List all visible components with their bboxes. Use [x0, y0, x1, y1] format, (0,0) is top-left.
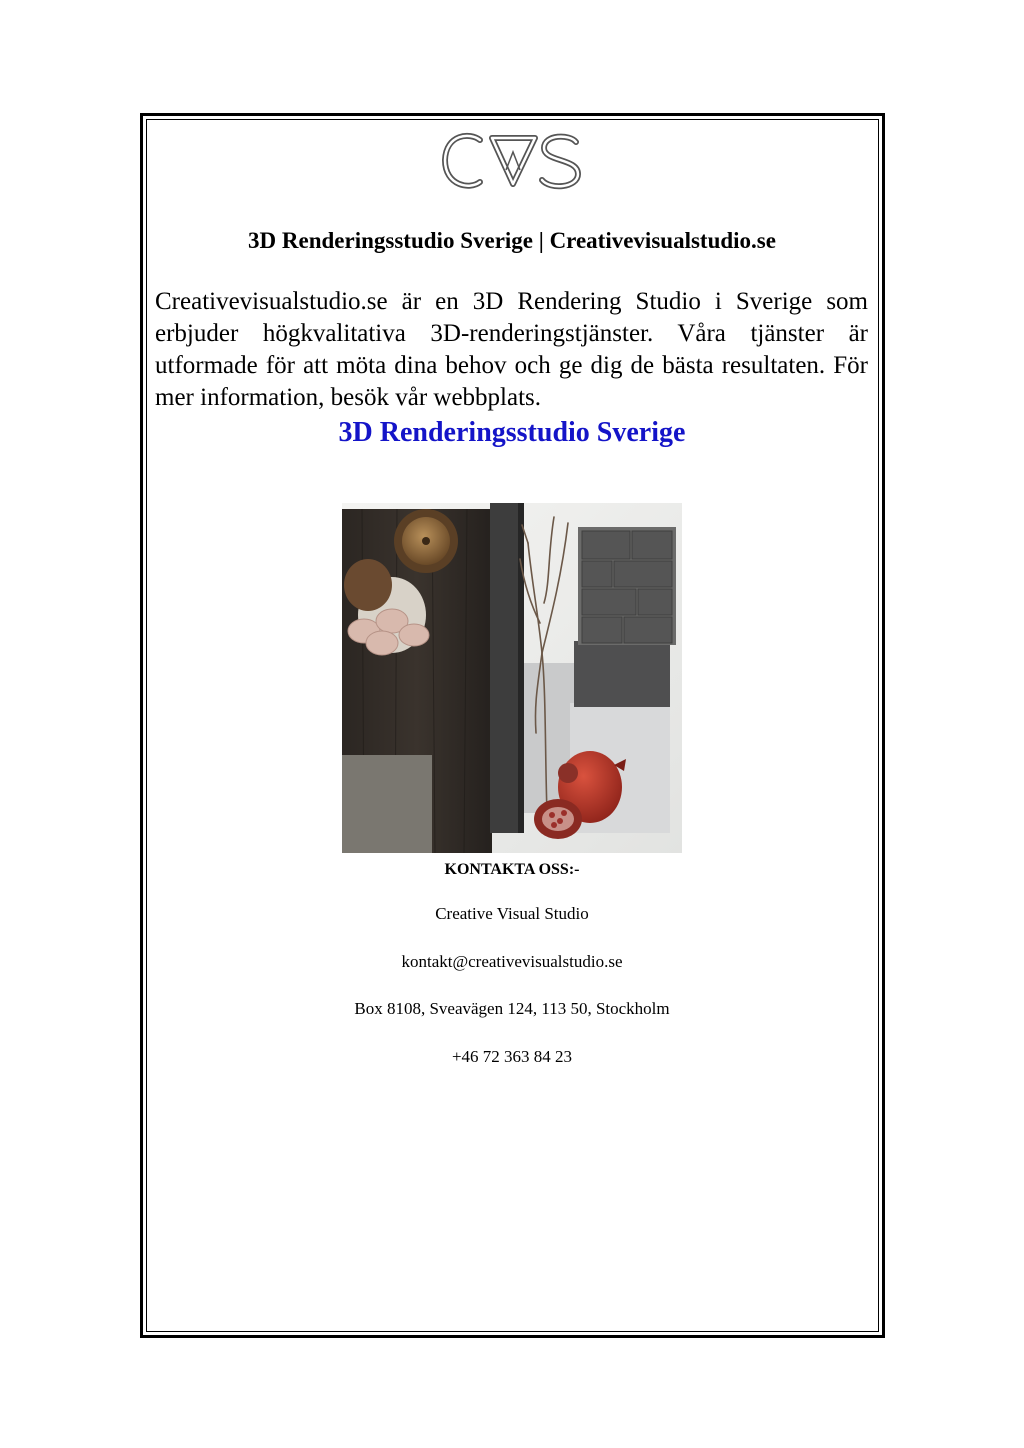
- website-link[interactable]: 3D Renderingsstudio Sverige: [338, 417, 686, 448]
- company-name: Creative Visual Studio: [435, 904, 589, 923]
- contact-phone[interactable]: +46 72 363 84 23: [451, 1047, 573, 1066]
- contact-heading: KONTAKTA OSS:-: [444, 861, 580, 878]
- description-paragraph: Creativevisualstudio.se är en 3D Rendering Studio i Sverige som erbjuder högkvalitativa 3D-renderingstjänster. Våra tjänster är utformade för att möta dina behov och ge dig de bästa resultaten. För mer information, besök vår webbplats.: [155, 288, 868, 411]
- moodboard-image: [342, 503, 682, 853]
- contact-address: Box 8108, Sveavägen 124, 113 50, Stockholm: [354, 999, 670, 1018]
- page-title: 3D Renderingsstudio Sverige | Creativevisualstudio.se: [248, 228, 776, 253]
- contact-email[interactable]: kontakt@creativevisualstudio.se: [401, 952, 623, 971]
- cas-logo: [440, 130, 584, 192]
